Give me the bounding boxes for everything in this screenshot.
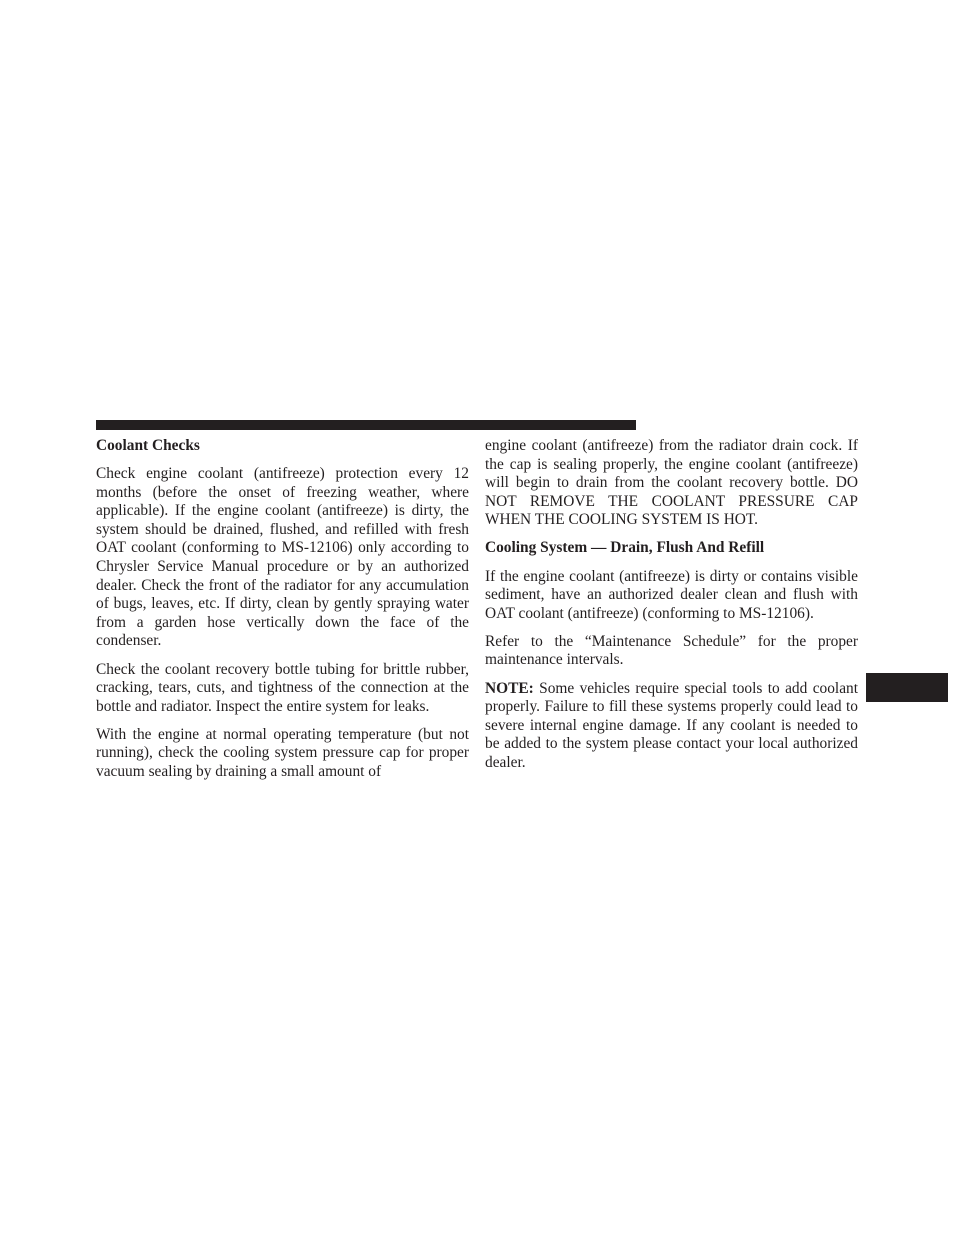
section-heading-coolant-checks: Coolant Checks <box>96 437 200 454</box>
header-rule <box>96 420 636 430</box>
paragraph: Refer to the “Maintenance Schedule” for the proper maintenance intervals. <box>485 632 858 669</box>
paragraph: Check engine coolant (antifreeze) protection every 12 months (before the onset of freezing weather, where applicable). If the engine coolant (antifreeze) is dirty, the system should be drained, flushed, and refilled with fresh OAT coolant (conforming to MS-12106) only according to Chrysler Service Manual procedure or by an authorized dealer. Check the front of the radiator for any accumulation of bugs, leaves, etc. If dirty, clean by gently spraying water from a garden hose vertically down the face of the condenser. <box>96 465 469 650</box>
right-column <box>485 437 858 782</box>
paragraph: Check the coolant recovery bottle tubing for brittle rubber, cracking, tears, cuts, and tightness of the connection at the bottle and radiator. Inspect the entire system for leaks. <box>96 660 469 715</box>
note-paragraph <box>485 680 858 773</box>
note-text: Some vehicles require special tools to add coolant properly. Failure to fill these systems properly could lead to severe internal engine damage. If any coolant is needed to be added to the system please contact your local authorized dealer. <box>485 679 858 771</box>
left-column <box>96 437 469 791</box>
paragraph-continuation: engine coolant (antifreeze) from the radiator drain cock. If the cap is sealing properly, the engine coolant (antifreeze) will begin to drain from the coolant recovery bottle. DO NOT REMOVE THE COOLANT PRESSURE CAP WHEN THE COOLING SYSTEM IS HOT. <box>485 437 858 529</box>
paragraph: With the engine at normal operating temperature (but not running), check the cooling system pressure cap for proper vacuum sealing by draining a small amount of <box>96 725 469 780</box>
note-label: NOTE: <box>485 679 534 697</box>
section-tab <box>866 673 948 702</box>
paragraph: If the engine coolant (antifreeze) is dirty or contains visible sediment, have an authorized dealer clean and flush with OAT coolant (antifreeze) (conforming to MS-12106). <box>485 567 858 622</box>
section-heading-drain-flush-refill: Cooling System — Drain, Flush And Refill <box>485 539 765 557</box>
